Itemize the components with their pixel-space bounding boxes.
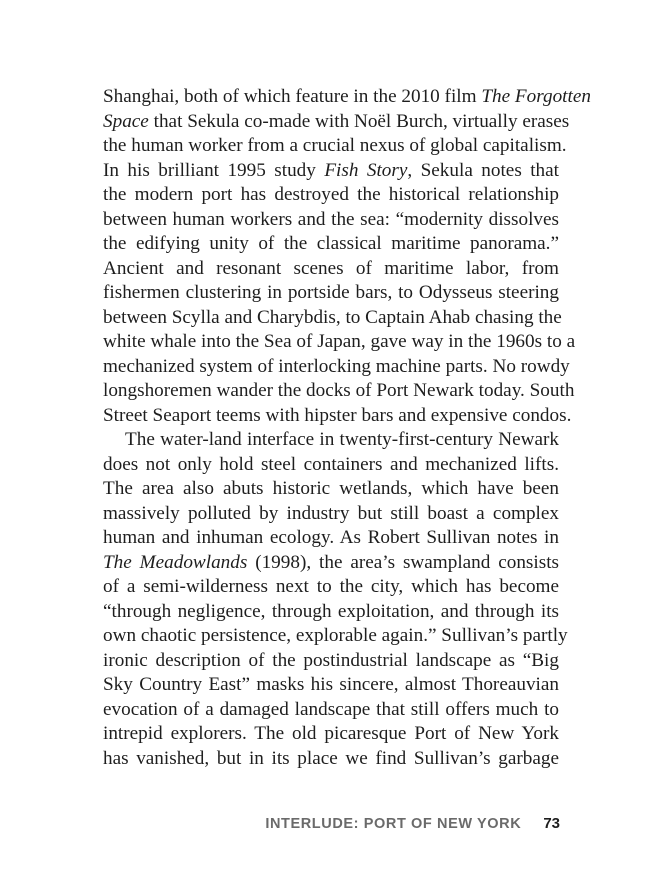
page-number: 73 <box>543 815 560 832</box>
text-line: mechanized system of interlocking machine parts. No rowdy <box>103 355 570 377</box>
text-line: ironic description of the postindustrial landscape as “Big <box>103 649 559 671</box>
text-line: “through negligence, through exploitation, and through its <box>103 600 559 622</box>
italic-title: Space <box>103 110 149 132</box>
text-line: between human workers and the sea: “modernity dissolves <box>103 208 559 230</box>
text-line: the modern port has destroyed the historical relationship <box>103 184 559 205</box>
text-line: own chaotic persistence, explorable again.” Sullivan’s partly <box>103 625 568 646</box>
text-line: does not only hold steel containers and mechanized lifts. <box>103 453 559 475</box>
text-line: The Meadowlands (1998), the area’s swampland consists <box>103 551 559 573</box>
paragraph <box>103 428 568 771</box>
page-footer <box>0 815 560 832</box>
text-line: Street Seaport teems with hipster bars and expensive condos. <box>103 404 572 426</box>
text-line: human and inhuman ecology. As Robert Sullivan notes in <box>103 527 559 548</box>
text-line: white whale into the Sea of Japan, gave way in the 1960s to a <box>103 331 576 352</box>
running-head: INTERLUDE: PORT OF NEW YORK <box>265 816 522 832</box>
text-line: massively polluted by industry but still boast a complex <box>103 502 559 524</box>
text-line: The area also abuts historic wetlands, which have been <box>103 478 559 499</box>
paragraph <box>103 85 591 428</box>
text-line: Ancient and resonant scenes of maritime labor, from <box>103 257 559 279</box>
body-text <box>103 85 591 771</box>
text-line: evocation of a damaged landscape that still offers much to <box>103 698 559 720</box>
text-line: has vanished, but in its place we find Sullivan’s garbage <box>103 747 559 769</box>
text-line: In his brilliant 1995 study Fish Story, Sekula notes that <box>103 159 560 181</box>
text-line: Sky Country East” masks his sincere, almost Thoreauvian <box>103 674 559 695</box>
italic-title: Fish Story <box>324 159 408 181</box>
text-line: fishermen clustering in portside bars, to Odysseus steering <box>103 282 559 303</box>
text-line: Space that Sekula co-made with Noël Burch, virtually erases <box>103 110 570 132</box>
text-line: Shanghai, both of which feature in the 2010 film The Forgotten <box>103 86 591 107</box>
text-line: between Scylla and Charybdis, to Captain Ahab chasing the <box>103 306 562 328</box>
text-line: longshoremen wander the docks of Port Newark today. South <box>103 380 575 401</box>
italic-title: The Forgotten <box>481 86 591 107</box>
text-line: the edifying unity of the classical maritime panorama.” <box>103 233 559 254</box>
text-line: intrepid explorers. The old picaresque Port of New York <box>103 723 559 744</box>
text-line: the human worker from a crucial nexus of global capitalism. <box>103 135 567 156</box>
text-line: The water-land interface in twenty-first-century Newark <box>125 429 559 450</box>
text-line: of a semi-wilderness next to the city, which has become <box>103 576 559 597</box>
italic-title: The Meadowlands <box>103 551 248 573</box>
